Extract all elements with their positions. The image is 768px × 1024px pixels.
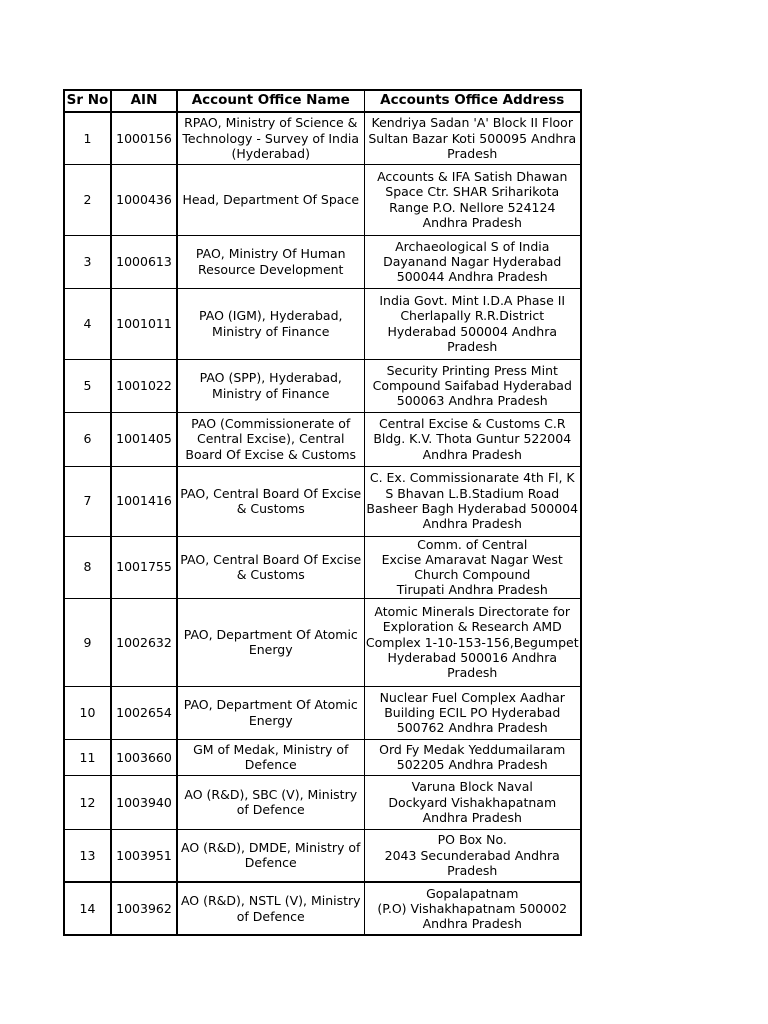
cell-sr-no: 6 (64, 412, 111, 466)
cell-office-address: Atomic Minerals Directorate for Exploration & Research AMD Complex 1-10-153-156,Begumpet Hyderabad 500016 Andhra Pradesh (364, 598, 581, 686)
cell-office-name: Head, Department Of Space (177, 164, 364, 235)
cell-office-address: C. Ex. Commissionarate 4th Fl, K S Bhavan L.B.Stadium Road Basheer Bagh Hyderabad 500004 Andhra Pradesh (364, 466, 581, 536)
cell-office-name: AO (R&D), DMDE, Ministry of Defence (177, 829, 364, 882)
cell-ain: 1003940 (111, 775, 177, 829)
cell-ain: 1001011 (111, 288, 177, 359)
cell-office-name: PAO, Department Of Atomic Energy (177, 598, 364, 686)
cell-office-address: Archaeological S of India Dayanand Nagar Hyderabad 500044 Andhra Pradesh (364, 235, 581, 288)
cell-office-name: GM of Medak, Ministry of Defence (177, 739, 364, 775)
cell-office-address: Comm. of Central Excise Amaravat Nagar West Church Compound Tirupati Andhra Pradesh (364, 536, 581, 598)
header-ain: AIN (111, 90, 177, 112)
cell-office-name: PAO, Department Of Atomic Energy (177, 686, 364, 739)
cell-sr-no: 2 (64, 164, 111, 235)
cell-sr-no: 3 (64, 235, 111, 288)
table-row (64, 775, 581, 829)
cell-sr-no: 13 (64, 829, 111, 882)
cell-office-address: Gopalapatnam (P.O) Vishakhapatnam 500002 Andhra Pradesh (364, 882, 581, 935)
cell-ain: 1000436 (111, 164, 177, 235)
cell-office-name: PAO (Commissionerate of Central Excise), Central Board Of Excise & Customs (177, 412, 364, 466)
cell-office-name: PAO, Central Board Of Excise & Customs (177, 466, 364, 536)
cell-office-address: Ord Fy Medak Yeddumailaram 502205 Andhra Pradesh (364, 739, 581, 775)
table-row (64, 235, 581, 288)
table-row (64, 598, 581, 686)
header-account-office-name: Account Office Name (177, 90, 364, 112)
table-row (64, 288, 581, 359)
header-sr-no: Sr No (64, 90, 111, 112)
cell-ain: 1001755 (111, 536, 177, 598)
header-accounts-office-address: Accounts Office Address (364, 90, 581, 112)
cell-office-address: Varuna Block Naval Dockyard Vishakhapatnam Andhra Pradesh (364, 775, 581, 829)
cell-ain: 1003962 (111, 882, 177, 935)
cell-ain: 1001022 (111, 359, 177, 412)
cell-ain: 1002654 (111, 686, 177, 739)
cell-office-address: Nuclear Fuel Complex Aadhar Building ECIL PO Hyderabad 500762 Andhra Pradesh (364, 686, 581, 739)
cell-ain: 1003951 (111, 829, 177, 882)
cell-sr-no: 7 (64, 466, 111, 536)
cell-office-address: PO Box No. 2043 Secunderabad Andhra Pradesh (364, 829, 581, 882)
table-row (64, 686, 581, 739)
cell-office-address: Accounts & IFA Satish Dhawan Space Ctr. SHAR Sriharikota Range P.O. Nellore 524124 Andhra Pradesh (364, 164, 581, 235)
table-row (64, 112, 581, 164)
cell-office-name: RPAO, Ministry of Science & Technology - Survey of India (Hyderabad) (177, 112, 364, 164)
cell-sr-no: 14 (64, 882, 111, 935)
cell-sr-no: 8 (64, 536, 111, 598)
cell-ain: 1000156 (111, 112, 177, 164)
table-row (64, 359, 581, 412)
cell-office-name: PAO (SPP), Hyderabad, Ministry of Finance (177, 359, 364, 412)
cell-office-name: AO (R&D), NSTL (V), Ministry of Defence (177, 882, 364, 935)
table-row (64, 412, 581, 466)
cell-office-address: Security Printing Press Mint Compound Saifabad Hyderabad 500063 Andhra Pradesh (364, 359, 581, 412)
cell-sr-no: 11 (64, 739, 111, 775)
table-row (64, 466, 581, 536)
cell-ain: 1002632 (111, 598, 177, 686)
cell-ain: 1001405 (111, 412, 177, 466)
table-row (64, 164, 581, 235)
cell-office-name: PAO, Ministry Of Human Resource Development (177, 235, 364, 288)
table-row (64, 882, 581, 935)
cell-office-name: AO (R&D), SBC (V), Ministry of Defence (177, 775, 364, 829)
cell-sr-no: 9 (64, 598, 111, 686)
cell-ain: 1001416 (111, 466, 177, 536)
accounts-office-table (63, 89, 582, 936)
table-row (64, 829, 581, 882)
table-header-row (64, 90, 581, 112)
cell-sr-no: 4 (64, 288, 111, 359)
cell-sr-no: 12 (64, 775, 111, 829)
cell-ain: 1000613 (111, 235, 177, 288)
table-body (64, 112, 581, 935)
cell-sr-no: 5 (64, 359, 111, 412)
cell-sr-no: 1 (64, 112, 111, 164)
cell-office-name: PAO (IGM), Hyderabad, Ministry of Finance (177, 288, 364, 359)
cell-office-name: PAO, Central Board Of Excise & Customs (177, 536, 364, 598)
cell-office-address: Kendriya Sadan 'A' Block II Floor Sultan Bazar Koti 500095 Andhra Pradesh (364, 112, 581, 164)
table-row (64, 536, 581, 598)
cell-office-address: Central Excise & Customs C.R Bldg. K.V. Thota Guntur 522004 Andhra Pradesh (364, 412, 581, 466)
cell-ain: 1003660 (111, 739, 177, 775)
cell-office-address: India Govt. Mint I.D.A Phase II Cherlapally R.R.District Hyderabad 500004 Andhra Pradesh (364, 288, 581, 359)
cell-sr-no: 10 (64, 686, 111, 739)
table-row (64, 739, 581, 775)
